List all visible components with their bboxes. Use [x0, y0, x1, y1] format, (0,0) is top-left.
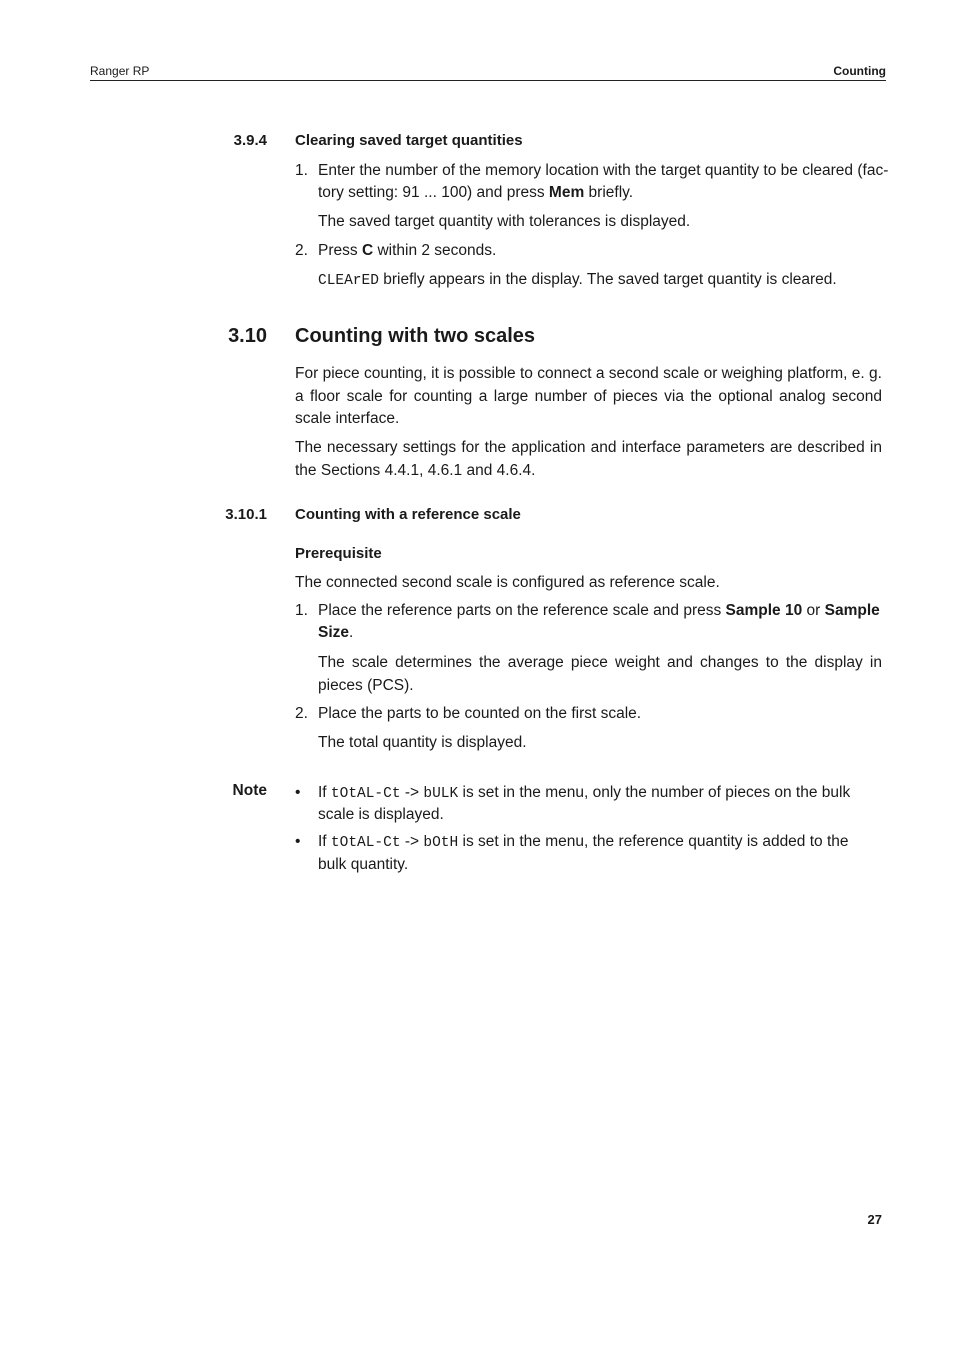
key-sample-10: Sample 10 [725, 602, 803, 619]
note-bullet-line: scale is displayed. [318, 806, 444, 823]
step-number: 1. [295, 162, 308, 179]
step-text-line: Size. [318, 624, 354, 641]
prerequisite-heading: Prerequisite [295, 545, 382, 562]
bullet-icon: • [295, 784, 301, 801]
note-bullet-line: If tOtAL-Ct -> bULK is set in the menu, only the number of pieces on the bulk [318, 784, 851, 802]
menu-code: bOtH [423, 835, 459, 851]
header-chapter-title: Counting [833, 64, 886, 78]
paragraph: For piece counting, it is possible to connect a second scale or weighing platform, e. g. a floor scale for counting a large number of pieces via the optional analog second scale interface. [295, 365, 882, 427]
section-title-3-9-4: Clearing saved target quantities [295, 132, 523, 149]
step-text-line: Place the parts to be counted on the first scale. [318, 705, 642, 722]
note-bullet-line: bulk quantity. [318, 856, 409, 873]
note-bullet-line: If tOtAL-Ct -> bOtH is set in the menu, the reference quantity is added to the [318, 833, 849, 851]
header-rule [90, 80, 886, 81]
step-result: The total quantity is displayed. [318, 734, 527, 751]
step-result: CLEArED briefly appears in the display. The saved target quantity is cleared. [318, 271, 837, 289]
section-number-3-10-1: 3.10.1 [225, 506, 267, 523]
page-number: 27 [867, 1212, 882, 1227]
section-title-3-10: Counting with two scales [295, 325, 536, 347]
step-text-line: tory setting: 91 ... 100) and press Mem briefly. [318, 184, 634, 201]
step-text-line: Place the reference parts on the reference scale and press Sample 10 or Sample [318, 602, 880, 619]
step-text-line: Press C within 2 seconds. [318, 242, 497, 259]
note-label: Note [232, 782, 267, 799]
key-mem: Mem [548, 184, 585, 201]
section-number-3-9-4: 3.9.4 [233, 132, 267, 149]
key-c: C [361, 242, 374, 259]
step-result: The scale determines the average piece weight and changes to the display in pieces (PCS). [318, 654, 882, 694]
step-text-line: Enter the number of the memory location with the target quantity to be cleared (fac- [318, 162, 889, 179]
header-doc-title: Ranger RP [90, 64, 150, 78]
menu-code: tOtAL-Ct [330, 835, 401, 851]
display-code: CLEArED [318, 273, 379, 289]
menu-code: bULK [423, 786, 459, 802]
menu-code: tOtAL-Ct [330, 786, 401, 802]
key-sample-size: Sample [824, 602, 880, 619]
prerequisite-text: The connected second scale is configured as reference scale. [295, 574, 720, 591]
step-number: 2. [295, 705, 308, 722]
section-title-3-10-1: Counting with a reference scale [295, 506, 521, 523]
step-number: 2. [295, 242, 308, 259]
bullet-icon: • [295, 833, 301, 850]
section-number-3-10: 3.10 [228, 325, 267, 347]
paragraph: The necessary settings for the application and interface parameters are described in the Sections 4.4.1, 4.6.1 and 4.6.4. [295, 439, 882, 479]
step-number: 1. [295, 602, 308, 619]
step-result: The saved target quantity with tolerances is displayed. [318, 213, 691, 230]
